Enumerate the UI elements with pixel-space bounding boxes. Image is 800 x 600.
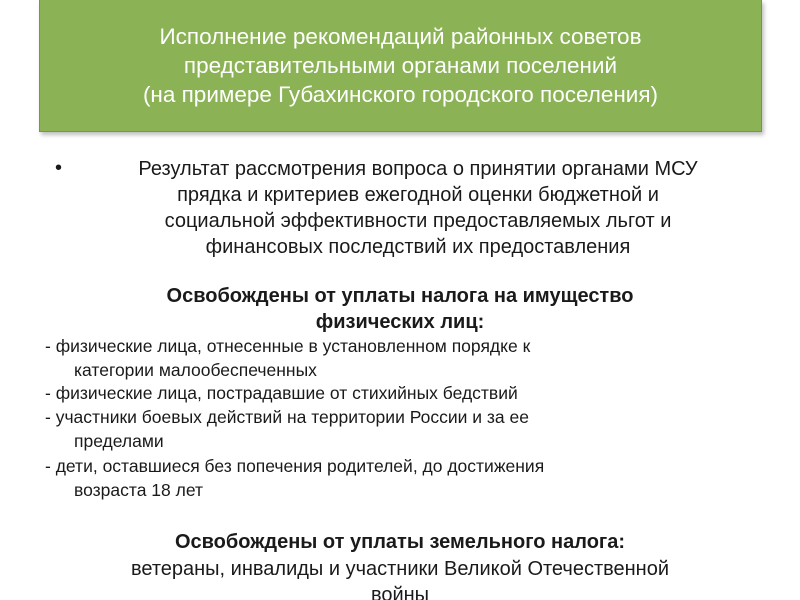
intro-line-2: прядка и критериев ежегодной оценки бюджетной и bbox=[177, 184, 659, 206]
list-item-line-1: - участники боевых действий на территории России и за ее bbox=[45, 407, 529, 427]
list-item-line-2: категории малообеспеченных bbox=[74, 359, 317, 380]
title-line-2: представительными органами поселений bbox=[183, 53, 618, 78]
land-tax-text-line-2: войны bbox=[370, 584, 430, 600]
list-item-line-2: возраста 18 лет bbox=[74, 479, 203, 500]
property-tax-heading-line-2: физических лиц: bbox=[315, 311, 485, 333]
bullet-icon: • bbox=[55, 157, 63, 179]
property-tax-heading bbox=[0, 283, 800, 335]
list-item bbox=[45, 455, 544, 502]
list-item-line-1: - физические лица, отнесенные в установленном порядке к bbox=[45, 336, 531, 356]
land-tax-text bbox=[0, 556, 800, 600]
land-tax-heading: Освобождены от уплаты земельного налога: bbox=[174, 531, 626, 553]
title-line-1: Исполнение рекомендаций районных советов bbox=[159, 24, 642, 49]
intro-line-1: Результат рассмотрения вопроса о принятии органами МСУ bbox=[138, 158, 698, 180]
list-item-line-2: пределами bbox=[74, 430, 164, 451]
list-item-line-1: - физические лица, пострадавшие от стихийных бедствий bbox=[45, 383, 518, 403]
intro-paragraph bbox=[78, 156, 758, 260]
intro-line-4: финансовых последствий их предоставления bbox=[205, 236, 631, 258]
intro-line-3: социальной эффективности предоставляемых льгот и bbox=[164, 210, 672, 232]
property-tax-heading-line-1: Освобождены от уплаты налога на имущество bbox=[166, 285, 634, 307]
list-item-line-1: - дети, оставшиеся без попечения родителей, до достижения bbox=[45, 456, 545, 476]
list-item bbox=[45, 406, 529, 453]
land-tax-text-line-1: ветераны, инвалиды и участники Великой Отечественной bbox=[130, 558, 670, 580]
list-item bbox=[45, 335, 530, 382]
list-item bbox=[45, 382, 518, 406]
title-line-3: (на примере Губахинского городского поселения) bbox=[142, 82, 659, 107]
